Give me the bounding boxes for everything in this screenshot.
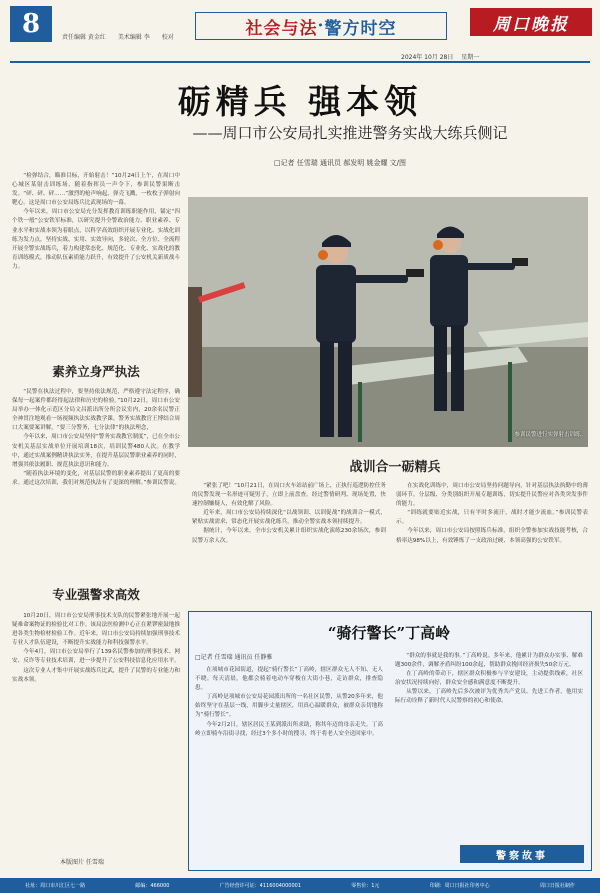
feature-body-right [395, 652, 583, 838]
body-paragraph: 今年2月2日，辖区居民王某到派出所求助，称其年迈的母亲走失。丁高岭立即骑车沿街寻找，经过3个多小时的搜寻，终于将老人安全送回家中。 [195, 721, 383, 737]
body-paragraph: 在实战化训练中，周口市公安局坚持问题导向，针对基层执法执勤中的薄弱环节，分层级、分类别组织开展专题训练，切实提升民警应对各类突发事件的能力。 [396, 483, 588, 508]
body-paragraph: 近年来，周口市公安局持续深化“以战领训、以训促战”的战训合一模式，紧贴实战需求，常态化开展实战化练兵，推动全警实战本领持续提升。 [192, 510, 386, 526]
body-paragraph: 据统计，今年以来，全市公安机关累计组织实战化演练230余场次，参训民警万余人次。 [192, 528, 386, 544]
article-headline: 砺精兵 强本领 [177, 82, 423, 121]
footer-item: 周口日报社制作 [539, 883, 575, 889]
body-paragraph: 从警以来，丁高岭先后多次被评为优秀共产党员、先进工作者，他用实际行动诠释了新时代人民警察的初心和使命。 [395, 689, 583, 705]
header-divider [10, 61, 590, 63]
section-heading-2: 专业强警求高效 [52, 587, 140, 602]
body-paragraph: 今年以来，周口市公安局坚持“警务实战教官制度”，已在全市公安机关基层实战单位开展培训18次，培训民警480人次。在教学中，通过实战案例精讲执法实务，在提升基层民警职业素养的同时，增强其依法履职、规范执法意识和能力。 [12, 434, 180, 468]
section-1-body [12, 388, 180, 566]
section-title-primary: 社会与法 [245, 18, 318, 39]
body-paragraph: 在项城市花园街道，提起“骑行警长”丁高岭，辖区群众无人不知、无人不晓。每天清晨，他都会骑着电动车穿梭在大街小巷，走访群众，排查隐患。 [195, 667, 383, 692]
body-paragraph: “民警在执法过程中，要坚持依法规范，严格遵守法定程序，确保每一起案件都经得起法律和历史的检验。”10月22日，周口市公安局举办一体化示范区分局文昌派出所分所会议室内，20余名民警正全神贯注地观看一场视频执法实战教学课。警务实战教官王博结合周口大案要案讲解，“要三分警务，七分法律”的执法理念， [12, 389, 180, 432]
section-title-bar [195, 12, 447, 40]
section-heading-1: 素养立身严执法 [52, 364, 140, 379]
section-3-body-left [192, 482, 386, 602]
section-title-dot: · [317, 16, 325, 36]
article-byline: □记者 任雪瑞 通讯员 郝发明 姚金耀 文/图 [273, 159, 407, 167]
body-paragraph: 10月20日，周口市公安局刑事技术支队的民警紧张地开展一起疑难命案物证的检验比对工作。该局法医检测中心正在紧锣密鼓地推进各类生物检材检验工作。近年来，周口市公安局持续加强刑事技术专业人才队伍建设，不断提升实战能力和科技强警水平。 [12, 613, 180, 647]
lead-paragraph: 今年以来，周口市公安局充分发挥教育训练职能作用，锚定“四个铁一般”公安铁军标准，以研究提升全警政治能力、职业素养、专业水平和实战本领为着眼点，以科学高效组织开展专业化、实战化训练为发力点，坚持实战、实用、实效导向，多轮次、全方位、全流程开展全警实战练兵，着力构建常态化、规范化、专业化、实战化的教育训练模式，推动队伍素质能力跃升，有效提升了公安机关新质战斗力。 [12, 209, 180, 270]
police-story-badge: 警察故事 [460, 845, 584, 863]
footer-bar [0, 878, 600, 893]
body-paragraph: 在丁高岭的带动下，辖区群众积极参与平安建设，主动提供线索，社区治安状况持续向好，群众安全感和满意度不断提升。 [395, 671, 583, 687]
body-paragraph: 这次专业人才集中开展实战练兵比武，提升了民警的专业能力和实战本领。 [12, 667, 180, 683]
editor-credit: 责任编辑 黄金红 [62, 34, 106, 41]
footer-item: 邮编：466000 [135, 883, 170, 889]
article-subheadline: ——周口市公安局扎实推进警务实战大练兵侧记 [192, 124, 508, 142]
section-3-body-right [396, 482, 588, 602]
photo-caption: 参训民警进行实弹射击训练。 [514, 432, 586, 438]
shooting-training-photo [188, 197, 588, 447]
section-heading-3: 战训合一砺精兵 [349, 460, 441, 475]
body-paragraph: “训练就要贴近实战，只有平时多流汗，战时才能少流血。”参训民警表示。 [396, 510, 588, 526]
footer-item: 印刷：周口日报社印务中心 [429, 883, 490, 889]
photo-credit: 本版图片 任雪瑞 [60, 859, 104, 866]
editor-credit: 美术编辑 李 [117, 34, 150, 41]
footer-item: 零售价：1元 [351, 883, 380, 889]
lead-paragraph: “检弹结合，瞄准目标，开始射击！”10月24日上午，在周口中心城区某射击训练场，随着指挥员一声令下，参训民警果断击发。“砰、砰、砰……”激烈的枪声响起，弹壳飞溅，一枚枚子弹射向靶心。这是周口市公安局练兵比武现场的一幕。 [12, 173, 180, 207]
section-2-body [12, 612, 180, 844]
footer-item: 社址：周口市川汇区七一路 [25, 883, 86, 889]
body-paragraph: “群众的事就是我的事。”丁高岭说。多年来，他累计为群众办实事、解难题300余件，调解矛盾纠纷100余起，帮助群众挽回经济损失50余万元。 [395, 653, 583, 669]
issue-weekday: 星期一 [461, 54, 480, 61]
photo-illustration [188, 197, 588, 447]
body-paragraph: 今年4月，周口市公安局举行了139名民警参加的刑事技术、网安、反诈等专业技术培训，进一步提升了公安科技信息化应用水平。 [12, 649, 180, 665]
body-paragraph: 丁高岭是项城市公安局花园派出所的一名社区民警，从警20多年来，他始终坚守在基层一线，用脚步丈量辖区，用真心温暖群众，被群众亲切地称为“骑行警长”。 [195, 694, 383, 719]
page-number: 8 [10, 6, 52, 42]
section-title-secondary: 警方时空 [324, 18, 397, 39]
body-paragraph: 今年以来，周口市公安局按照练兵标准，组织全警参加实战技能考核，合格率达98%以上，有效锤炼了一支政治过硬、本领高强的公安铁军。 [396, 528, 588, 544]
body-paragraph: “紧张了吧！”10月21日，在周口火车站站前广场上，正执行巡逻防控任务的民警发现一名形迹可疑男子，立即上前盘查。经过警情研判、现场处置，快速控制嫌疑人，有效化解了风险。 [192, 483, 386, 508]
editor-credits [62, 32, 184, 41]
newspaper-logo: 周口晚报 [470, 8, 592, 36]
body-paragraph: “随着执法环境的变化，对基层民警的职业素养提出了更高的要求。通过这次培训，我们对规范执法有了更深的理解。”参训民警说。 [12, 470, 180, 486]
issue-date: 2024年 10月 28日 [401, 54, 454, 61]
editor-credit: 校对 [161, 34, 174, 41]
lead-column [12, 172, 180, 350]
feature-body-left [195, 666, 383, 860]
feature-title: “骑行警长”丁高岭 [327, 624, 451, 642]
feature-byline: □记者 任雪瑞 通讯员 任静雅 [195, 654, 273, 661]
dateline [395, 52, 479, 61]
footer-item: 广告经营许可证：4116004000001 [219, 883, 302, 889]
